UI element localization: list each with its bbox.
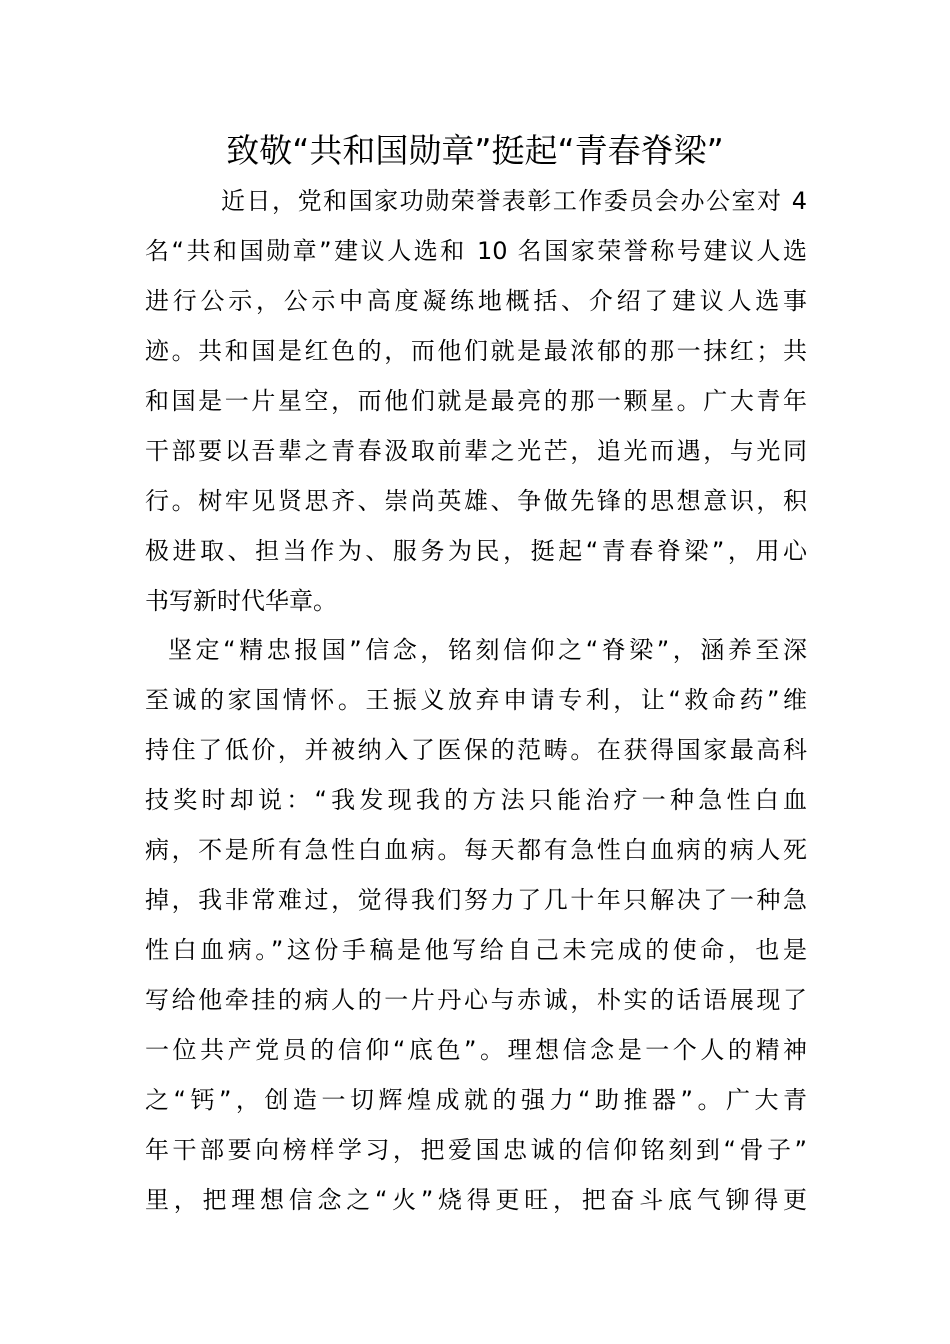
paragraph-1-line-6: 干部要以吾辈之青春汲取前辈之光芒，追光而遇，与光同 [145, 437, 807, 465]
paragraph-1-line-4: 迹。共和国是红色的，而他们就是最浓郁的那一抹红；共 [145, 337, 807, 365]
paragraph-1-line-1: 近日，党和国家功勋荣誉表彰工作委员会办公室对 4 [221, 187, 807, 215]
paragraph-2-line-10: 之“钙”，创造一切辉煌成就的强力“助推器”。广大青 [145, 1086, 807, 1114]
paragraph-2-line-11: 年干部要向榜样学习，把爱国忠诚的信仰铭刻到“骨子” [145, 1136, 807, 1164]
paragraph-2-line-12: 里，把理想信念之“火”烧得更旺，把奋斗底气铆得更 [145, 1186, 807, 1214]
paragraph-1-line-3: 进行公示，公示中高度凝练地概括、介绍了建议人选事 [145, 287, 807, 315]
paragraph-2-line-5: 病，不是所有急性白血病。每天都有急性白血病的病人死 [145, 836, 807, 864]
paragraph-2-line-6: 掉，我非常难过，觉得我们努力了几十年只解决了一种急 [145, 886, 807, 914]
paragraph-2-line-8: 写给他牵挂的病人的一片丹心与赤诚，朴实的话语展现了 [145, 986, 807, 1014]
paragraph-1-line-8: 极进取、担当作为、服务为民，挺起“青春脊梁”，用心 [145, 537, 807, 565]
paragraph-1-line-5: 和国是一片星空，而他们就是最亮的那一颗星。广大青年 [145, 387, 807, 415]
paragraph-2-line-2: 至诚的家国情怀。王振义放弃申请专利，让“救命药”维 [145, 686, 807, 714]
paragraph-1-line-9: 书写新时代华章。 [145, 587, 337, 615]
paragraph-2-line-1: 坚定“精忠报国”信念，铭刻信仰之“脊梁”，涵养至深 [168, 636, 807, 664]
paragraph-2-line-4: 技奖时却说：“我发现我的方法只能治疗一种急性白血 [145, 786, 807, 814]
paragraph-2-line-9: 一位共产党员的信仰“底色”。理想信念是一个人的精神 [145, 1036, 807, 1064]
paragraph-2-line-3: 持住了低价，并被纳入了医保的范畴。在获得国家最高科 [145, 736, 807, 764]
paragraph-1-line-2: 名“共和国勋章”建议人选和 10 名国家荣誉称号建议人选 [145, 237, 807, 265]
paragraph-2-line-7: 性白血病。”这份手稿是他写给自己未完成的使命，也是 [145, 936, 807, 964]
document-title: 致敬“共和国勋章”挺起“青春脊梁” [226, 131, 724, 170]
paragraph-1-line-7: 行。树牢见贤思齐、崇尚英雄、争做先锋的思想意识，积 [145, 487, 807, 515]
